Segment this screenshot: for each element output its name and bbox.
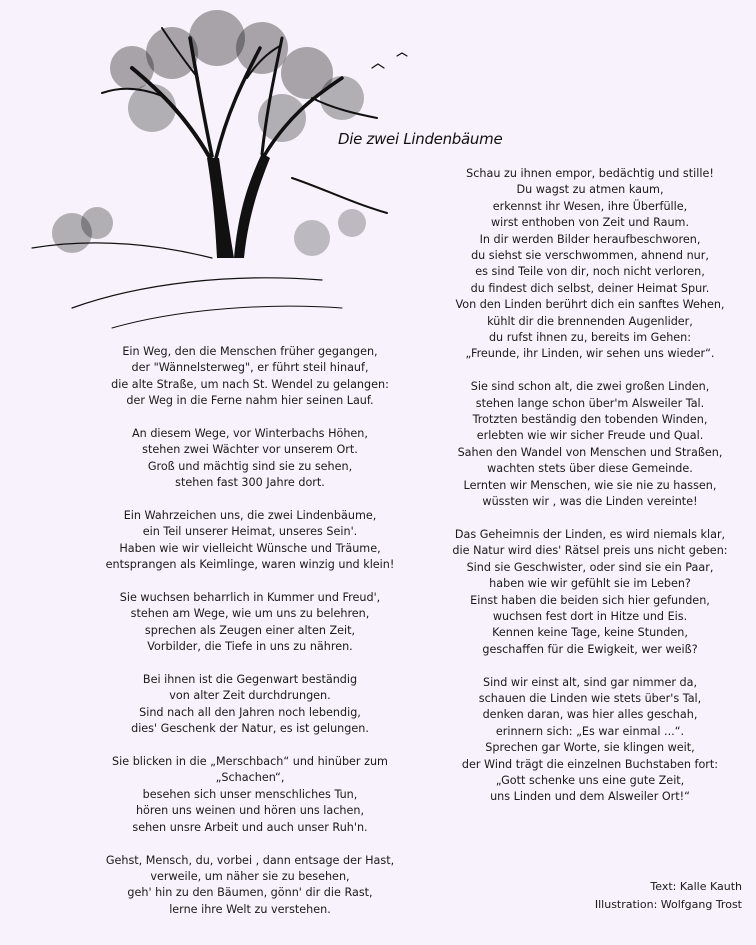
poem-left-column [60, 344, 440, 918]
poem-line: Kennen keine Tage, keine Stunden, [492, 626, 688, 640]
poem-line: An diesem Wege, vor Winterbachs Höhen, [132, 427, 368, 441]
stanza [60, 426, 440, 492]
poem-line: Sahen den Wandel von Menschen und Straßen, [457, 445, 723, 459]
poem-line: Sie blicken in die „Merschbach“ und hinüber zum [112, 755, 388, 769]
illustrator-credit: Illustration: Wolfgang Trost [594, 898, 742, 911]
poem-line: verweile, um näher sie zu besehen, [150, 869, 350, 883]
poem-line: es sind Teile von dir, noch nicht verloren, [475, 265, 705, 279]
poem-line: geschaffen für die Ewigkeit, wer weiß? [482, 642, 698, 656]
poem-line: du findest dich selbst, deiner Heimat Spur. [470, 281, 710, 295]
poem-line: du siehst sie verschwommen, ahnend nur, [471, 249, 709, 263]
poem-line: Ein Weg, den die Menschen früher gegangen, [122, 345, 378, 358]
stanza [60, 508, 440, 574]
stanza [60, 672, 440, 738]
poem-line: entsprangen als Keimlinge, waren winzig und klein! [105, 558, 395, 572]
poem-line: Einst haben die beiden sich hier gefunden, [470, 593, 710, 607]
poem-line: haben wie wir gefühlt sie im Leben? [489, 577, 691, 591]
poem-line: Das Geheimnis der Linden, es wird niemals klar, [454, 527, 726, 541]
stanza [430, 379, 750, 510]
poem-line: kühlt dir die brennenden Augenlider, [487, 314, 693, 328]
poem-line: erkennst ihr Wesen, ihre Überfülle, [492, 199, 688, 213]
stanza [60, 853, 440, 919]
poem-line: hören uns weinen und hören uns lachen, [135, 804, 365, 818]
poem-line: uns Linden und dem Alsweiler Ort!“ [490, 790, 690, 804]
poem-line: stehen lange schon über'm Alsweiler Tal. [475, 396, 705, 410]
poem-line: Groß und mächtig sind sie zu sehen, [147, 459, 353, 473]
poem-line: Vorbilder, die Tiefe in uns zu nähren. [147, 640, 353, 654]
poem-line: sehen unsre Arbeit und auch unser Ruh'n. [132, 820, 368, 834]
poem-line: Haben wie wir vielleicht Wünsche und Träume, [119, 541, 381, 555]
poem-line: besehen sich unser menschliches Tun, [142, 787, 358, 801]
poem-line: In dir werden Bilder heraufbeschworen, [479, 232, 701, 246]
poem-line: wuchsen fest dort in Hitze und Eis. [492, 609, 688, 623]
stanza [430, 675, 750, 806]
poem-title: Die zwei Lindenbäume [338, 130, 503, 148]
poem-line: „Freunde, ihr Linden, wir sehen uns wieder“. [465, 347, 715, 361]
poem-line: „Schachen“, [215, 771, 285, 785]
poem-line: Sie wuchsen beharrlich in Kummer und Freud', [119, 591, 381, 605]
poem-right-column [430, 166, 750, 806]
poem-line: wirst enthoben von Zeit und Raum. [490, 216, 690, 230]
poem-line: der Wind trägt die einzelnen Buchstaben fort: [461, 757, 719, 771]
poem-line: Sind nach all den Jahren noch lebendig, [139, 705, 361, 719]
poem-line: Sind sie Geschwister, oder sind sie ein Paar, [466, 560, 714, 574]
poem-line: dies' Geschenk der Natur, es ist gelungen. [131, 722, 369, 736]
stanza [60, 590, 440, 656]
poem-line: erlebten wie wir sicher Freude und Qual. [476, 429, 704, 443]
poem-line: lerne ihre Welt zu verstehen. [169, 902, 331, 916]
poem-line: Bei ihnen ist die Gegenwart beständig [142, 673, 358, 687]
poem-line: sprechen als Zeugen einer alten Zeit, [144, 623, 356, 637]
poem-line: stehen am Wege, wie um uns zu belehren, [130, 607, 370, 621]
poem-line: wachten stets über diese Gemeinde. [487, 462, 693, 476]
poem-line: schauen die Linden wie stets über's Tal, [478, 691, 702, 705]
credits [595, 878, 742, 914]
author-credit: Text: Kalle Kauth [650, 880, 742, 893]
poem-line: Trotzten beständig den tobenden Winden, [472, 413, 708, 427]
poem-line: erinnern sich: „Es war einmal ...“. [495, 724, 685, 738]
poem-line: du rufst ihnen zu, bereits im Gehen: [488, 331, 692, 345]
linden-tree-illustration [12, 8, 432, 338]
poem-line: Sprechen gar Worte, sie klingen weit, [485, 741, 695, 755]
poem-line: „Gott schenke uns eine gute Zeit, [495, 773, 685, 787]
poem-line: ein Teil unserer Heimat, unseres Sein'. [142, 525, 358, 539]
poem-line: Gehst, Mensch, du, vorbei , dann entsage der Hast, [105, 853, 395, 867]
poem-line: Lernten wir Menschen, wie sie nie zu hassen, [463, 478, 717, 492]
poem-line: der Weg in die Ferne nahm hier seinen Lauf. [126, 394, 374, 408]
poem-line: stehen zwei Wächter vor unserem Ort. [142, 443, 358, 457]
poem-line: die Natur wird dies' Rätsel preis uns nicht geben: [452, 544, 728, 558]
poem-line: der "Wännelsterweg", er führt steil hinauf, [131, 361, 369, 375]
poem-line: stehen fast 300 Jahre dort. [175, 476, 325, 490]
poem-line: Sie sind schon alt, die zwei großen Linden, [470, 380, 710, 394]
poem-line: von alter Zeit durchdrungen. [169, 689, 331, 703]
poem-line: geh' hin zu den Bäumen, gönn' dir die Rast, [127, 886, 373, 900]
stanza [430, 166, 750, 363]
stanza [60, 754, 440, 836]
poem-line: Sind wir einst alt, sind gar nimmer da, [482, 675, 698, 689]
poem-line: die alte Straße, um nach St. Wendel zu gelangen: [111, 377, 389, 391]
poem-line: denken daran, was hier alles geschah, [482, 708, 698, 722]
stanza [60, 344, 440, 410]
poem-line: Von den Linden berührt dich ein sanftes Wehen, [455, 298, 725, 312]
poem-line: wüssten wir , was die Linden vereinte! [482, 495, 698, 509]
poem-line: Schau zu ihnen empor, bedächtig und stille! [466, 167, 714, 180]
poem-line: Ein Wahrzeichen uns, die zwei Lindenbäume, [123, 509, 377, 523]
stanza [430, 527, 750, 658]
poem-line: Du wagst zu atmen kaum, [516, 183, 664, 197]
